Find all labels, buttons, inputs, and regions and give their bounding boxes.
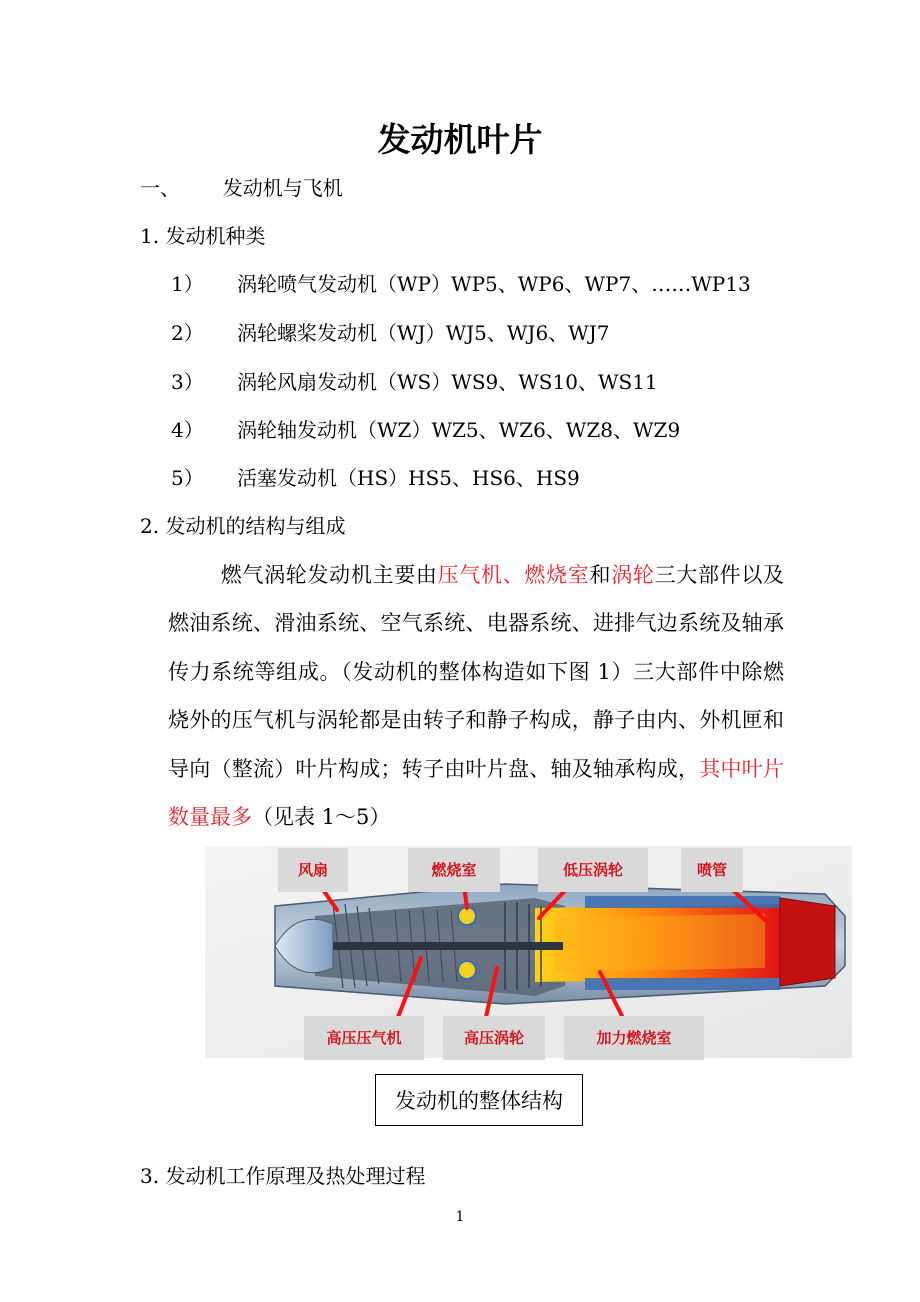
section-1-heading [140,172,343,201]
subsection-3-heading [140,1160,425,1189]
label-high-pressure-turbine: 高压涡轮 [443,1016,545,1060]
section-1-title: 发动机与飞机 [222,176,343,200]
label-low-pressure-turbine: 低压涡轮 [538,848,648,892]
label-nozzle: 喷管 [681,848,743,892]
engine-type-item [171,414,680,443]
paragraph-highlight: 压气机、燃烧室 [437,563,590,587]
subsection-2-title: 发动机的结构与组成 [165,514,346,538]
page-title: 发动机叶片 [377,120,543,159]
paragraph-highlight: 其中叶片数量最多 [168,756,784,830]
engine-type-text: 涡轮风扇发动机（WS）WS9、WS10、WS11 [237,370,658,394]
engine-type-text: 活塞发动机（HS）HS5、HS6、HS9 [237,466,580,490]
paragraph-text: （见表 1～5） [252,805,391,830]
label-fan: 风扇 [278,848,348,892]
engine-type-item [171,366,658,395]
engine-type-item [171,462,580,491]
subsection-3-number: 3. [140,1164,160,1188]
engine-type-number: 4） [171,418,204,442]
subsection-1-heading [140,220,265,249]
engine-type-text: 涡轮螺桨发动机（WJ）WJ5、WJ6、WJ7 [237,321,610,345]
engine-cutaway-figure [205,846,852,1058]
label-high-pressure-compressor: 高压压气机 [304,1016,424,1060]
label-combustor: 燃烧室 [408,848,500,892]
subsection-3-title: 发动机工作原理及热处理过程 [165,1164,426,1188]
subsection-1-number: 1. [140,224,160,248]
subsection-2-heading [140,510,345,539]
paragraph-text: 三大部件以及燃油系统、滑油系统、空气系统、电器系统、进排气边系统及轴承传力系统等组成。（发动机的整体构造如下图 1）三大部件中除燃烧外的压气机与涡轮都是由转子和静子构成，静子由内、外机匣和导向（整流）叶片构成；转子由叶片盘、轴及轴承构成， [168,563,785,781]
subsection-2-number: 2. [140,514,160,538]
engine-type-item [171,268,751,297]
page-number: 1 [455,1209,465,1225]
structure-paragraph [168,551,784,841]
engine-type-text: 涡轮轴发动机（WZ）WZ5、WZ6、WZ8、WZ9 [237,418,681,442]
paragraph-highlight: 涡轮 [611,563,655,587]
paragraph-text: 燃气涡轮发动机主要由 [220,563,438,587]
section-1-number: 一、 [140,176,180,200]
engine-type-text: 涡轮喷气发动机（WP）WP5、WP6、WP7、……WP13 [237,272,751,296]
engine-type-number: 1） [171,272,204,296]
subsection-1-title: 发动机种类 [165,224,266,248]
engine-type-number: 2） [171,321,204,345]
engine-type-item [171,317,609,346]
engine-type-number: 3） [171,370,204,394]
engine-type-number: 5） [171,466,204,490]
paragraph-text: 和 [589,563,612,587]
figure-caption: 发动机的整体结构 [375,1074,583,1126]
label-afterburner: 加力燃烧室 [564,1016,704,1060]
